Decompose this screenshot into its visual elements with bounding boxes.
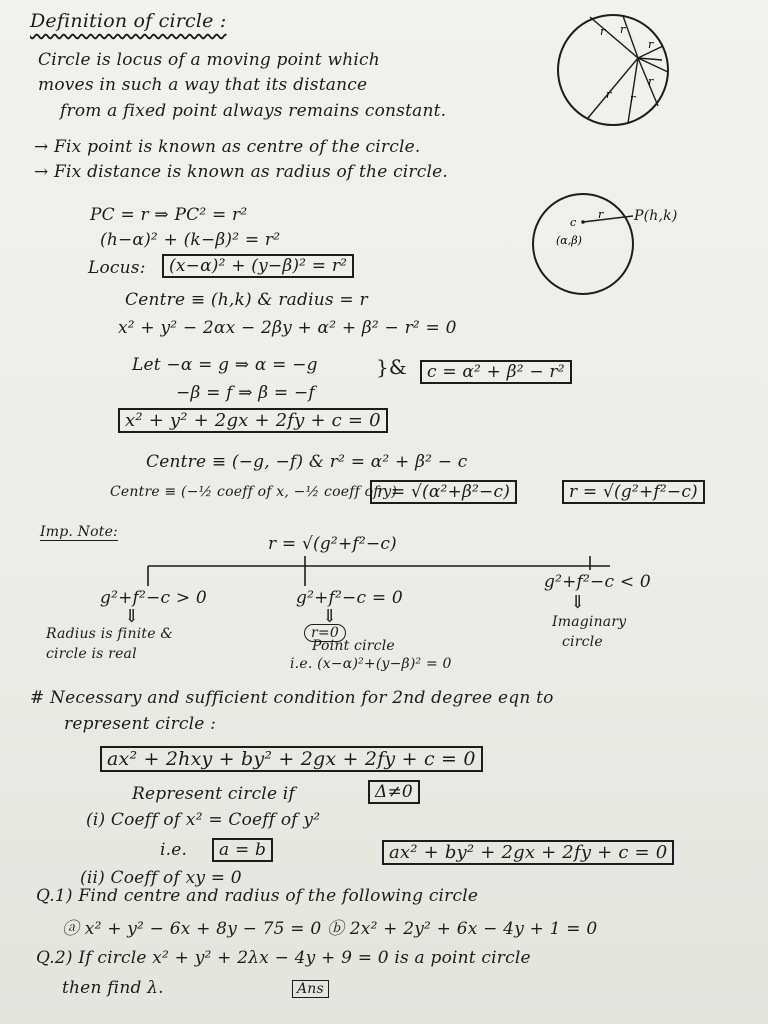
let-alpha: Let −α = g ⇒ α = −g bbox=[132, 355, 318, 375]
let-beta: −β = f ⇒ β = −f bbox=[176, 383, 315, 403]
second-degree-equation: ax² + 2hxy + by² + 2gx + 2fy + c = 0 bbox=[100, 746, 483, 772]
pie-r-label-3: r bbox=[648, 38, 654, 51]
question-1-parts: ⓐ x² + y² − 6x + 8y − 75 = 0 ⓑ 2x² + 2y² + 6x − 4y + 1 = 0 bbox=[62, 919, 598, 939]
pie-r-label-1: r bbox=[600, 25, 606, 38]
pie-r-label-4: r bbox=[648, 75, 654, 88]
case1-description-2: circle is real bbox=[46, 646, 137, 662]
diagram-centre-label: c bbox=[570, 216, 577, 229]
radius-formula-gf: r = √(g²+f²−c) bbox=[562, 480, 705, 504]
general-equation: x² + y² + 2gx + 2fy + c = 0 bbox=[118, 408, 388, 433]
answer-label-box: Ans bbox=[292, 980, 329, 998]
case1-description-1: Radius is finite & bbox=[46, 626, 173, 642]
case1-implies-icon: ⇓ bbox=[124, 606, 140, 627]
case1-condition: g²+f²−c > 0 bbox=[100, 588, 207, 608]
circle-result-equation: ax² + by² + 2gx + 2fy + c = 0 bbox=[382, 840, 674, 865]
centre-coeff-line: Centre ≡ (−½ coeff of x, −½ coeff of y) bbox=[110, 484, 398, 500]
diagram-radius-label: r bbox=[598, 208, 604, 221]
question-1: Q.1) Find centre and radius of the following circle bbox=[36, 886, 479, 906]
case3-condition: g²+f²−c < 0 bbox=[544, 572, 651, 592]
pie-r-label-5: r bbox=[630, 92, 636, 105]
radius-formula-alpha: r = √(α²+β²−c) bbox=[370, 480, 517, 504]
condition-1: (i) Coeff of x² = Coeff of y² bbox=[86, 810, 321, 830]
centre-radius-squared: Centre ≡ (−g, −f) & r² = α² + β² − c bbox=[146, 452, 468, 472]
ie-label: i.e. bbox=[160, 840, 188, 860]
centre-radius-line: Centre ≡ (h,k) & radius = r bbox=[125, 290, 368, 310]
pie-r-label-2: r bbox=[620, 23, 626, 36]
condition-2: (ii) Coeff of xy = 0 bbox=[80, 868, 242, 888]
case3-implies-icon: ⇓ bbox=[570, 592, 586, 613]
diagram-point-label: P(h,k) bbox=[634, 208, 678, 224]
case3-description-1: Imaginary bbox=[552, 614, 627, 630]
delta-nonzero-box: Δ≠0 bbox=[368, 780, 420, 804]
derivation-line-1: PC = r ⇒ PC² = r² bbox=[90, 205, 248, 225]
question-2-continued: then find λ. bbox=[62, 978, 164, 998]
diagram-centre-coord: (α,β) bbox=[556, 234, 582, 247]
case2-description-1: Point circle bbox=[312, 638, 395, 654]
derivation-line-2: (h−α)² + (k−β)² = r² bbox=[100, 230, 281, 250]
condition-heading-1: # Necessary and sufficient condition for 2nd degree eqn to bbox=[30, 688, 554, 708]
question-2: Q.2) If circle x² + y² + 2λx − 4y + 9 = 0 is a point circle bbox=[36, 948, 531, 968]
page-title: Definition of circle : bbox=[30, 10, 227, 32]
condition-heading-2: represent circle : bbox=[64, 714, 217, 734]
locus-equation: (x−α)² + (y−β)² = r² bbox=[162, 254, 354, 278]
definition-line-1: Circle is locus of a moving point which bbox=[38, 50, 380, 70]
note-fix-distance: → Fix distance is known as radius of the circle. bbox=[34, 162, 448, 182]
expanded-equation: x² + y² − 2αx − 2βy + α² + β² − r² = 0 bbox=[118, 318, 457, 338]
note-fix-point: → Fix point is known as centre of the circle. bbox=[34, 137, 421, 157]
definition-line-2: moves in such a way that its distance bbox=[38, 75, 368, 95]
brace-symbol: }& bbox=[376, 355, 407, 379]
case2-implies-icon: ⇓ bbox=[322, 606, 338, 627]
imp-note-label: Imp. Note: bbox=[40, 524, 118, 540]
definition-line-3: from a fixed point always remains constant. bbox=[60, 101, 447, 121]
a-equals-b-box: a = b bbox=[212, 838, 273, 862]
pie-r-label-6: r bbox=[606, 88, 612, 101]
imp-note-radius: r = √(g²+f²−c) bbox=[268, 534, 397, 554]
represent-circle-if: Represent circle if bbox=[132, 784, 295, 804]
case2-condition: g²+f²−c = 0 bbox=[296, 588, 403, 608]
case2-badge: r=0 bbox=[304, 624, 346, 642]
case3-description-2: circle bbox=[562, 634, 603, 650]
case2-description-2: i.e. (x−α)²+(y−β)² = 0 bbox=[290, 656, 452, 672]
c-definition: c = α² + β² − r² bbox=[420, 360, 572, 384]
locus-label: Locus: bbox=[88, 258, 146, 278]
